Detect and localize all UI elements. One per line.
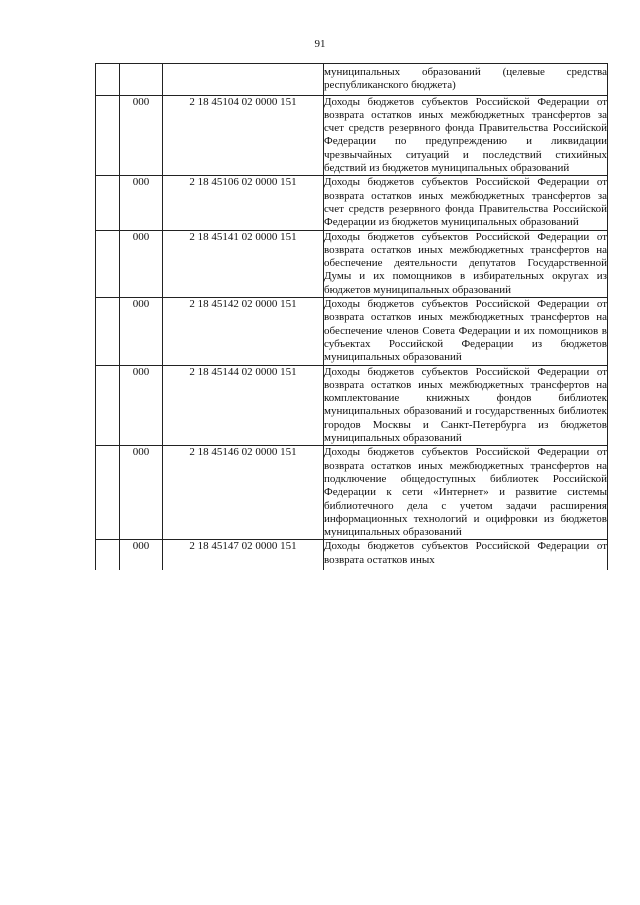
revenue-code-cell: 2 18 45142 02 0000 151 bbox=[163, 298, 324, 365]
admin-code-cell: 000 bbox=[120, 176, 163, 230]
table-row bbox=[96, 95, 608, 176]
revenue-code-cell bbox=[163, 64, 324, 96]
admin-code-cell: 000 bbox=[120, 230, 163, 297]
table-row bbox=[96, 298, 608, 365]
margin-cell bbox=[96, 64, 120, 96]
margin-cell bbox=[96, 95, 120, 176]
revenue-name-cell: Доходы бюджетов субъектов Российской Федерации от возврата остатков иных межбюджетных трансфертов на обеспечение деятельности депутатов Государственной Думы и их помощников в избирательных округах из бюджетов муниципальных образований bbox=[324, 230, 607, 296]
revenue-name-cell: Доходы бюджетов субъектов Российской Федерации от возврата остатков иных bbox=[324, 540, 608, 570]
revenue-code-cell: 2 18 45106 02 0000 151 bbox=[163, 176, 324, 230]
admin-code-cell: 000 bbox=[120, 95, 163, 176]
margin-cell bbox=[96, 230, 120, 297]
margin-cell bbox=[96, 298, 120, 365]
margin-cell bbox=[96, 176, 120, 230]
revenue-code-cell: 2 18 45147 02 0000 151 bbox=[163, 540, 324, 570]
margin-cell bbox=[96, 365, 120, 446]
table-row bbox=[96, 446, 608, 540]
table-row bbox=[96, 230, 608, 297]
admin-code-cell bbox=[120, 64, 163, 96]
revenue-code-cell: 2 18 45146 02 0000 151 bbox=[163, 446, 324, 540]
revenue-code-cell: 2 18 45104 02 0000 151 bbox=[163, 95, 324, 176]
table-row bbox=[96, 540, 608, 570]
admin-code-cell: 000 bbox=[120, 365, 163, 446]
admin-code-cell: 000 bbox=[120, 446, 163, 540]
admin-code-cell: 000 bbox=[120, 298, 163, 365]
revenue-name-cell: Доходы бюджетов субъектов Российской Федерации от возврата остатков иных межбюджетных трансфертов за счет средств резервного фонда Правительства Российской Федерации по предупреждению и ликвидации чрезвычайных ситуаций и последствий стихийных бедствий из бюджетов муниципальных образований bbox=[324, 95, 607, 175]
page-number: 91 bbox=[314, 38, 326, 50]
revenue-code-cell: 2 18 45144 02 0000 151 bbox=[163, 365, 324, 446]
revenue-name-cell: Доходы бюджетов субъектов Российской Федерации от возврата остатков иных межбюджетных трансфертов на комплектование книжных фондов библиотек муниципальных образований и государственных библиотек городов Москвы и Санкт-Петербурга из бюджетов муниципальных образований bbox=[324, 365, 607, 445]
revenue-name-cell: Доходы бюджетов субъектов Российской Федерации от возврата остатков иных межбюджетных трансфертов на подключение общедоступных библиотек Российской Федерации к сети «Интернет» и развитие системы библиотечного дела с учетом задачи расширения информационных технологий и оцифровки из бюджетов муниципальных образований bbox=[324, 446, 607, 539]
margin-cell bbox=[96, 446, 120, 540]
revenue-name-cell: Доходы бюджетов субъектов Российской Федерации от возврата остатков иных межбюджетных трансфертов на обеспечение членов Совета Федерации и их помощников в субъектах Российской Федерации из бюджетов муниципальных образований bbox=[324, 298, 607, 364]
table-row bbox=[96, 64, 608, 96]
revenue-name-cell: муниципальных образований (целевые средства республиканского бюджета) bbox=[324, 64, 608, 96]
admin-code-cell: 000 bbox=[120, 540, 163, 570]
revenue-codes-table bbox=[95, 63, 608, 570]
table-row bbox=[96, 365, 608, 446]
revenue-name-cell: Доходы бюджетов субъектов Российской Федерации от возврата остатков иных межбюджетных трансфертов за счет средств резервного фонда Правительства Российской Федерации из бюджетов муниципальных образований bbox=[324, 176, 607, 229]
revenue-code-cell: 2 18 45141 02 0000 151 bbox=[163, 230, 324, 297]
margin-cell bbox=[96, 540, 120, 570]
table-row bbox=[96, 176, 608, 230]
